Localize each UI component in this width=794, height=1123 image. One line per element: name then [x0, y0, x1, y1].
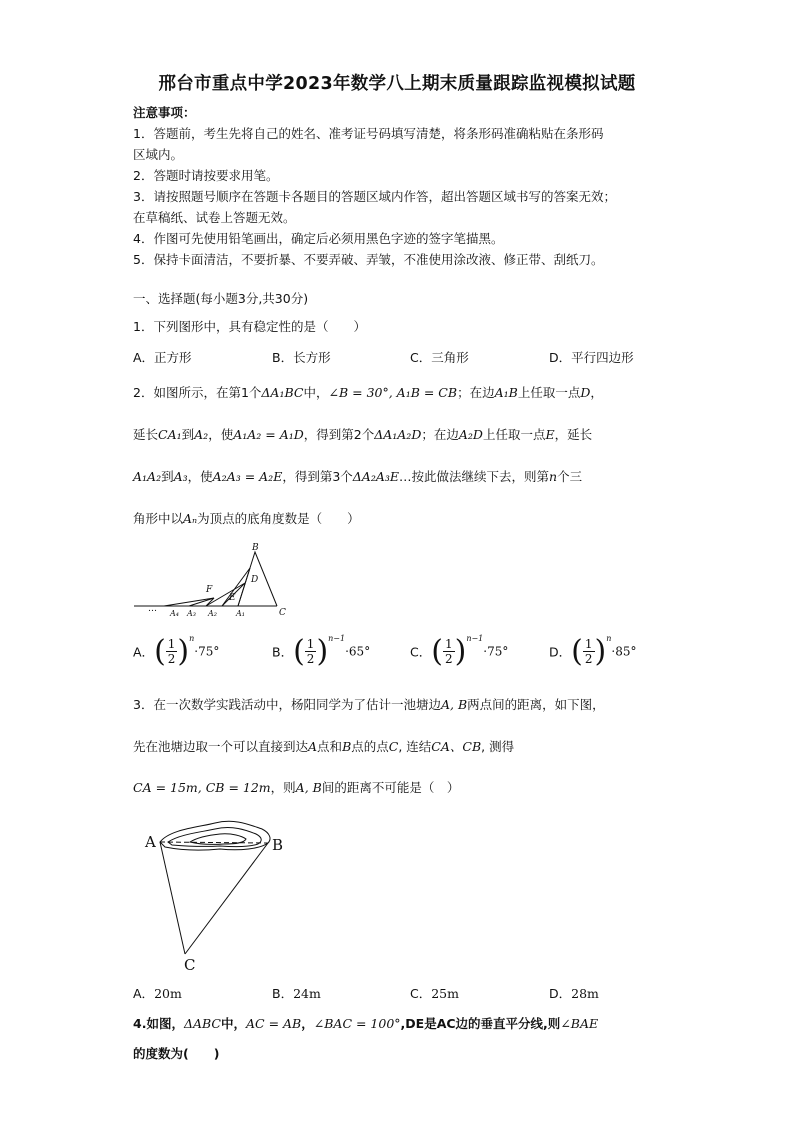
notice-item: 2．答题时请按要求用笔。 — [133, 168, 279, 183]
question-1-option-b[interactable]: B．长方形 — [272, 350, 331, 365]
triangle-a1a2d — [222, 568, 250, 606]
question-1-option-d[interactable]: D．平行四边形 — [549, 350, 634, 365]
label-a1: A₁ — [236, 609, 245, 618]
question-2-figure — [134, 538, 294, 620]
question-3-option-d[interactable]: D．28m — [549, 986, 599, 1001]
question-1-stem: 1．下列图形中，具有稳定性的是（ ） — [133, 319, 366, 334]
notice-item: 区域内。 — [133, 147, 184, 162]
label-b: B — [272, 836, 284, 854]
label-a: A — [145, 833, 156, 851]
question-3-line-2: 先在池塘边取一个可以直接到达A点和B点的点C, 连结CA、CB, 测得 — [133, 739, 515, 754]
notice-item: 5．保持卡面清洁，不要折暴、不要弄破、弄皱，不准使用涂改液、修正带、刮纸刀。 — [133, 252, 604, 267]
question-2-option-c[interactable]: C．( $\frac{1}{2}$ )$^{n-1}$·75° — [410, 634, 509, 669]
question-2-option-b[interactable]: B．( $\frac{1}{2}$ )$^{n-1}$·65° — [272, 634, 371, 669]
page-title: 邢台市重点中学2023年数学八上期末质量跟踪监视模拟试题 — [158, 74, 636, 94]
segment-ac — [160, 842, 185, 954]
question-3-line-3: CA = 15m, CB = 12m，则A, B间的距离不可能是（ ） — [133, 780, 460, 795]
section-heading: 一、选择题(每小题3分,共30分) — [133, 291, 309, 306]
question-2-line-4: 角形中以Aₙ为顶点的底角度数是（ ） — [133, 511, 360, 526]
question-3-figure — [140, 815, 300, 975]
question-3-line-1: 3．在一次数学实践活动中，杨阳同学为了估计一池塘边A, B两点间的距离，如下图， — [133, 697, 605, 712]
notice-item: 3．请按照题号顺序在答题卡各题目的答题区域内作答，超出答题区域书写的答案无效； — [133, 189, 616, 204]
question-2-line-2: 延长CA₁到A₂，使A₁A₂ = A₁D，得到第2个ΔA₁A₂D；在边A₂D上任取一点E，延长 — [133, 427, 593, 442]
question-3-option-a[interactable]: A．20m — [133, 986, 182, 1001]
question-2-line-1: 2．如图所示，在第1个ΔA₁BC中，∠B = 30°, A₁B = CB；在边A₁B上任取一点D， — [133, 385, 603, 400]
notice-item: 1．答题前，考生先将自己的姓名、准考证号码填写清楚，将条形码准确粘贴在条形码 — [133, 126, 604, 141]
label-f: F — [206, 585, 213, 595]
label-dots: … — [148, 604, 157, 614]
question-2-option-a[interactable]: A．( $\frac{1}{2}$ )$^n$·75° — [133, 634, 220, 669]
label-a3: A₃ — [187, 609, 196, 618]
label-c: C — [279, 608, 286, 618]
label-d: D — [251, 575, 259, 585]
notice-item: 在草稿纸、试卷上答题无效。 — [133, 210, 296, 225]
question-4-line-2: 的度数为( ) — [133, 1046, 220, 1061]
label-c: C — [184, 956, 196, 974]
question-2-option-d[interactable]: D．( $\frac{1}{2}$ )$^n$·85° — [549, 634, 637, 669]
segment-ab — [160, 842, 268, 843]
question-4-line-1: 4.如图，ΔABC中，AC = AB，∠BAC = 100°,DE是AC边的垂直平分线,则∠BAE — [133, 1016, 599, 1031]
triangle-a3a4f — [189, 598, 214, 606]
notice-item: 4．作图可先使用铅笔画出，确定后必须用黑色字迹的签字笔描黑。 — [133, 231, 504, 246]
question-3-option-b[interactable]: B．24m — [272, 986, 321, 1001]
label-a4: A₄ — [170, 609, 179, 618]
question-2-line-3: A₁A₂到A₃，使A₂A₃ = A₂E，得到第3个ΔA₂A₃E…按此做法继续下去，则第n个三 — [133, 469, 583, 484]
label-b: B — [252, 543, 259, 553]
question-1-option-a[interactable]: A．正方形 — [133, 350, 192, 365]
label-a2: A₂ — [208, 609, 217, 618]
segment-bc — [185, 843, 268, 954]
question-3-option-c[interactable]: C．25m — [410, 986, 459, 1001]
question-1-option-c[interactable]: C．三角形 — [410, 350, 469, 365]
label-e: E — [229, 593, 236, 603]
notice-heading: 注意事项： — [133, 105, 196, 120]
